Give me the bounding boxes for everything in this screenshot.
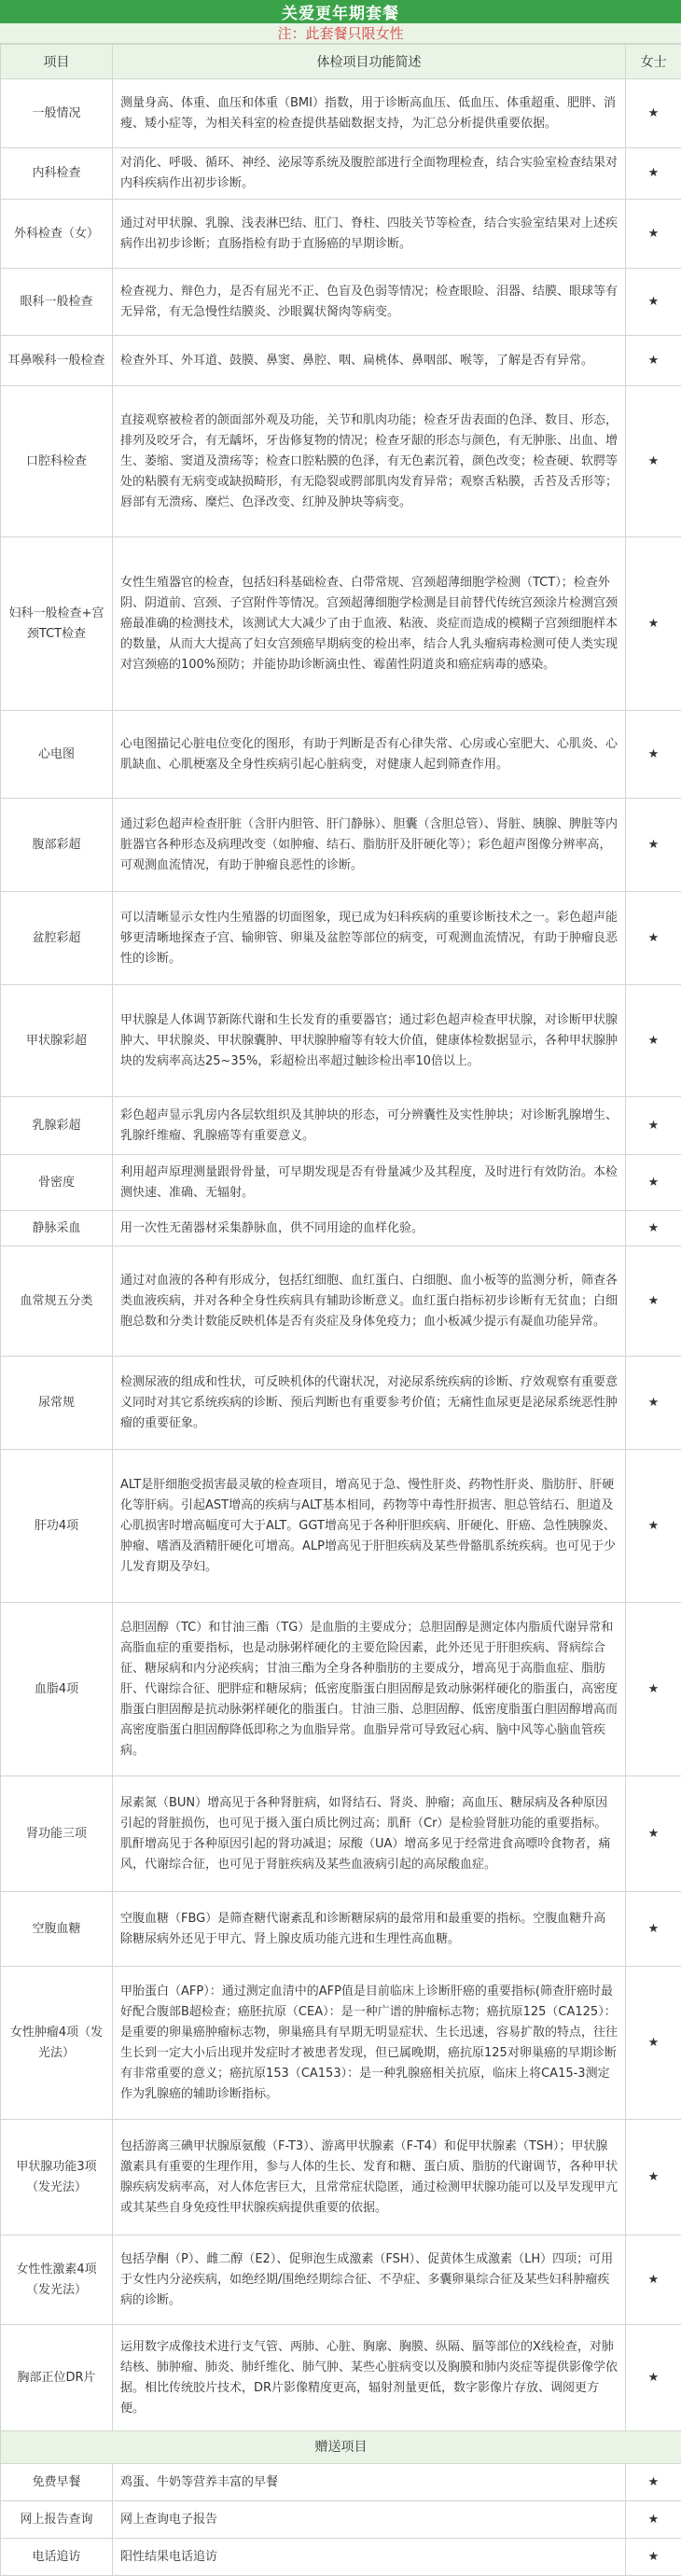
table-row xyxy=(1,200,681,269)
table-row xyxy=(1,2235,681,2325)
package-title: 关爱更年期套餐 xyxy=(0,0,681,23)
table-row xyxy=(1,2539,681,2576)
table-row xyxy=(1,1892,681,1967)
item-description: 总胆固醇（TC）和甘油三酯（TG）是血脂的主要成分；总胆固醇是测定体内脂质代谢异常和高脂血症的重要指标，也是动脉粥样硬化的主要危险因素，此外还见于肝胆疾病、肾病综合征、糖尿病和内分泌疾病；甘油三酯为全身各种脂肪的主要成分，增高见于高脂血症、脂肪肝、代谢综合征、肥胖症和糖尿病；低密度脂蛋白胆固醇是致动脉粥样硬化的脂蛋白，高密度脂蛋白胆固醇是抗动脉粥样硬化的脂蛋白。甘油三脂、总胆固醇、低密度脂蛋白胆固醇增高而高密度脂蛋白胆固醇降低即称之为血脂异常。血脂异常可导致冠心病、脑中风等心脑血管疾病。 xyxy=(113,1603,626,1776)
table-row xyxy=(1,1357,681,1450)
item-name: 盆腔彩超 xyxy=(1,892,113,985)
item-description: 包括游离三碘甲状腺原氨酸（F-T3）、游离甲状腺素（F-T4）和促甲状腺素（TSH）；甲状腺激素具有重要的生理作用，参与人体的生长、发育和糖、蛋白质、脂肪的代谢调节，各种甲状腺疾病发病率高，对人体危害巨大，且常常症状隐匿，通过检测甲状腺功能可以及早发现甲亢或其某些自身免疫性甲状腺疾病提供重要的依据。 xyxy=(113,2120,626,2235)
female-mark: ★ xyxy=(626,269,681,336)
item-name: 心电图 xyxy=(1,711,113,799)
item-name: 女性性激素4项（发光法） xyxy=(1,2235,113,2325)
item-name: 网上报告查询 xyxy=(1,2501,113,2539)
item-description: 空腹血糖（FBG）是筛查糖代谢紊乱和诊断糖尿病的最常用和最重要的指标。空腹血糖升高除糖尿病外还见于甲亢、肾上腺皮质功能亢进和生理性高血糖。 xyxy=(113,1892,626,1967)
table-row xyxy=(1,386,681,537)
item-description: 对消化、呼吸、循环、神经、泌尿等系统及腹腔部进行全面物理检查，结合实验室检查结果对内科疾病作出初步诊断。 xyxy=(113,148,626,200)
item-name: 甲状腺彩超 xyxy=(1,985,113,1097)
female-mark: ★ xyxy=(626,1155,681,1211)
item-description: 运用数字成像技术进行支气管、两肺、心脏、胸廓、胸膜、纵隔、膈等部位的X线检查，对肺结核、肺肿瘤、肺炎、肺纤维化、肺气肿、某些心脏病变以及胸膜和肺内炎症等提供影像学依据。相比传统胶片技术，DR片影像精度更高，辐射剂量更低，数字影像片存放、调阅更方便。 xyxy=(113,2325,626,2431)
item-name: 甲状腺功能3项（发光法） xyxy=(1,2120,113,2235)
table-row xyxy=(1,2501,681,2539)
item-name: 胸部正位DR片 xyxy=(1,2325,113,2431)
female-mark: ★ xyxy=(626,1776,681,1892)
item-name: 空腹血糖 xyxy=(1,1892,113,1967)
exam-rows xyxy=(1,79,681,2431)
item-description: 检测尿液的组成和性状，可反映机体的代谢状况，对泌尿系统疾病的诊断、疗效观察有重要意义同时对其它系统疾病的诊断、预后判断也有重要参考价值；无痛性血尿更是泌尿系统恶性肿瘤的重要征象。 xyxy=(113,1357,626,1450)
gift-header-row xyxy=(1,2431,681,2464)
item-description: 心电图描记心脏电位变化的图形，有助于判断是否有心律失常、心房或心室肥大、心肌炎、心肌缺血、心肌梗塞及全身性疾病引起心脏病变，对健康人起到筛查作用。 xyxy=(113,711,626,799)
item-name: 腹部彩超 xyxy=(1,799,113,892)
item-name: 耳鼻喉科一般检查 xyxy=(1,336,113,386)
exam-table xyxy=(0,44,681,2576)
table-row xyxy=(1,1097,681,1155)
female-mark: ★ xyxy=(626,2235,681,2325)
table-row xyxy=(1,1450,681,1603)
female-mark: ★ xyxy=(626,1246,681,1357)
item-description: 检查外耳、外耳道、鼓膜、鼻窦、鼻腔、咽、扁桃体、鼻咽部、喉等，了解是否有异常。 xyxy=(113,336,626,386)
item-name: 骨密度 xyxy=(1,1155,113,1211)
female-mark: ★ xyxy=(626,2120,681,2235)
item-description: 网上查询电子报告 xyxy=(113,2501,626,2539)
female-mark: ★ xyxy=(626,537,681,711)
item-name: 一般情况 xyxy=(1,79,113,148)
female-mark: ★ xyxy=(626,985,681,1097)
female-mark: ★ xyxy=(626,1357,681,1450)
table-header xyxy=(1,45,681,79)
table-row xyxy=(1,2325,681,2431)
item-description: 直接观察被检者的颌面部外观及功能，关节和肌肉功能；检查牙齿表面的色泽、数目、形态，排列及咬牙合，有无龋坏，牙齿修复物的情况；检查牙龈的形态与颜色，有无肿胀、出血、增生、萎缩、窦道及溃疡等；检查口腔粘膜的色泽，有无色素沉着，颜色改变；检查硬、软腭等处的粘膜有无病变或缺损畸形，有无隐裂或腭部肌肉发育异常；观察舌粘膜，舌苔及舌形等；唇部有无溃疡、糜烂、色泽改变、红肿及肿块等病变。 xyxy=(113,386,626,537)
female-mark: ★ xyxy=(626,386,681,537)
female-mark: ★ xyxy=(626,799,681,892)
table-row xyxy=(1,2120,681,2235)
item-name: 内科检查 xyxy=(1,148,113,200)
female-mark: ★ xyxy=(626,1892,681,1967)
item-name: 尿常规 xyxy=(1,1357,113,1450)
item-description: 鸡蛋、牛奶等营养丰富的早餐 xyxy=(113,2464,626,2501)
female-mark: ★ xyxy=(626,1450,681,1603)
item-name: 外科检查（女） xyxy=(1,200,113,269)
item-description: 利用超声原理测量跟骨骨量，可早期发现是否有骨量减少及其程度，及时进行有效防治。本检测快速、准确、无辐射。 xyxy=(113,1155,626,1211)
table-row xyxy=(1,2464,681,2501)
item-description: 甲胎蛋白（AFP）：通过测定血清中的AFP值是目前临床上诊断肝癌的重要指标(筛查肝癌时最好配合腹部B超检查；癌胚抗原（CEA）：是一种广谱的肿瘤标志物；癌抗原125（CA125）：是重要的卵巢癌肿瘤标志物，卵巢癌具有早期无明显症状、生长迅速，容易扩散的特点，往往生长到一定大小后出现并发症时才被患者发现，但已属晚期，癌抗原125对卵巢癌的早期诊断有非常重要的意义；癌抗原153（CA153）：是一种乳腺癌相关抗原，临床上将CA15-3测定作为乳腺癌的辅助诊断指标。 xyxy=(113,1967,626,2120)
item-name: 免费早餐 xyxy=(1,2464,113,2501)
table-row xyxy=(1,799,681,892)
item-description: 甲状腺是人体调节新陈代谢和生长发育的重要器官；通过彩色超声检查甲状腺，对诊断甲状腺肿大、甲状腺炎、甲状腺囊肿、甲状腺肿瘤等有较大价值，健康体检数据显示，各种甲状腺肿块的发病率高达25~35%，彩超检出率超过触诊检出率10倍以上。 xyxy=(113,985,626,1097)
item-name: 眼科一般检查 xyxy=(1,269,113,336)
item-name: 血脂4项 xyxy=(1,1603,113,1776)
item-description: 可以清晰显示女性内生殖器的切面图象，现已成为妇科疾病的重要诊断技术之一。彩色超声能够更清晰地探查子宫、输卵管、卵巢及盆腔等部位的病变，可观测血流情况，有助于肿瘤良恶性的诊断。 xyxy=(113,892,626,985)
female-mark: ★ xyxy=(626,200,681,269)
item-description: 女性生殖器官的检查，包括妇科基础检查、白带常规、宫颈超薄细胞学检测（TCT）；检查外阴、阴道前、宫颈、子宫附件等情况。宫颈超薄细胞学检测是目前替代传统宫颈涂片检测宫颈癌最准确的检测技术，该测试大大减少了由于血液、粘液、炎症而造成的模糊子宫颈细胞样本的数量，从而大大提高了妇女宫颈癌早期病变的检出率，结合人乳头瘤病毒检测可使人类实现对宫颈癌的100%预防；并能协助诊断滴虫性、霉菌性阴道炎和癌症病毒的感染。 xyxy=(113,537,626,711)
column-header-female: 女士 xyxy=(626,45,681,79)
table-row xyxy=(1,269,681,336)
table-row xyxy=(1,336,681,386)
table-row xyxy=(1,1246,681,1357)
table-row xyxy=(1,1155,681,1211)
female-mark: ★ xyxy=(626,1211,681,1246)
table-row xyxy=(1,1603,681,1776)
gift-rows xyxy=(1,2431,681,2576)
package-note: 注：此套餐只限女性 xyxy=(0,23,681,44)
item-name: 肝功4项 xyxy=(1,1450,113,1603)
table-row xyxy=(1,537,681,711)
table-row xyxy=(1,985,681,1097)
item-name: 肾功能三项 xyxy=(1,1776,113,1892)
female-mark: ★ xyxy=(626,2501,681,2539)
female-mark: ★ xyxy=(626,2325,681,2431)
female-mark: ★ xyxy=(626,1603,681,1776)
table-row xyxy=(1,79,681,148)
column-header-desc: 体检项目功能简述 xyxy=(113,45,626,79)
item-name: 妇科一般检查+宫颈TCT检查 xyxy=(1,537,113,711)
item-description: 用一次性无菌器材采集静脉血，供不同用途的血样化验。 xyxy=(113,1211,626,1246)
table-row xyxy=(1,1967,681,2120)
item-name: 血常规五分类 xyxy=(1,1246,113,1357)
item-name: 静脉采血 xyxy=(1,1211,113,1246)
female-mark: ★ xyxy=(626,2464,681,2501)
female-mark: ★ xyxy=(626,711,681,799)
gift-header: 赠送项目 xyxy=(1,2431,681,2464)
table-row xyxy=(1,711,681,799)
table-row xyxy=(1,148,681,200)
item-description: 尿素氮（BUN）增高见于各种肾脏病，如肾结石、肾炎、肿瘤；高血压、糖尿病及各种原因引起的肾脏损伤，也可见于摄入蛋白质比例过高；肌酐（Cr）是检验肾脏功能的重要指标。肌酐增高见于各种原因引起的肾功减退；尿酸（UA）增高多见于经常进食高嘌呤食物者，痛风，代谢综合征，也可见于肾脏疾病及某些血液病引起的高尿酸血症。 xyxy=(113,1776,626,1892)
female-mark: ★ xyxy=(626,2539,681,2576)
table-row xyxy=(1,1776,681,1892)
table-row xyxy=(1,1211,681,1246)
item-name: 乳腺彩超 xyxy=(1,1097,113,1155)
table-row xyxy=(1,892,681,985)
item-description: ALT是肝细胞受损害最灵敏的检查项目，增高见于急、慢性肝炎、药物性肝炎、脂肪肝、肝硬化等肝病。引起AST增高的疾病与ALT基本相同，药物等中毒性肝损害、胆总管结石、胆道及心肌损害时增高幅度可大于ALT。GGT增高见于各种肝胆疾病、肝硬化、肝癌、急性胰腺炎、肿瘤、嗜酒及酒精肝硬化可增高。ALP增高见于肝胆疾病及某些骨骼肌系统疾病。也可见于少儿发育期及孕妇。 xyxy=(113,1450,626,1603)
female-mark: ★ xyxy=(626,336,681,386)
item-description: 通过对甲状腺、乳腺、浅表淋巴结、肛门、脊柱、四肢关节等检查，结合实验室结果对上述疾病作出初步诊断；直肠指检有助于直肠癌的早期诊断。 xyxy=(113,200,626,269)
item-description: 通过对血液的各种有形成分，包括红细胞、血红蛋白、白细胞、血小板等的监测分析，筛查各类血液疾病，并对各种全身性疾病具有辅助诊断意义。血红蛋白指标初步诊断有无贫血；白细胞总数和分类计数能反映机体是否有炎症及身体免疫力；血小板减少提示有凝血功能异常。 xyxy=(113,1246,626,1357)
female-mark: ★ xyxy=(626,148,681,200)
female-mark: ★ xyxy=(626,79,681,148)
female-mark: ★ xyxy=(626,1097,681,1155)
item-description: 测量身高、体重、血压和体重（BMI）指数，用于诊断高血压、低血压、体重超重、肥胖、消瘦、矮小症等，为相关科室的检查提供基础数据支持，为汇总分析提供重要依据。 xyxy=(113,79,626,148)
item-description: 检查视力、辩色力，是否有屈光不正、色盲及色弱等情况；检查眼睑、泪器、结膜、眼球等有无异常，有无急慢性结膜炎、沙眼翼状胬肉等病变。 xyxy=(113,269,626,336)
female-mark: ★ xyxy=(626,892,681,985)
item-name: 女性肿瘤4项（发光法） xyxy=(1,1967,113,2120)
female-mark: ★ xyxy=(626,1967,681,2120)
column-header-item: 项目 xyxy=(1,45,113,79)
item-name: 口腔科检查 xyxy=(1,386,113,537)
item-description: 通过彩色超声检查肝脏（含肝内胆管、肝门静脉）、胆囊（含胆总管）、肾脏、胰腺、脾脏等内脏器官各种形态及病理改变（如肿瘤、结石、脂肪肝及肝硬化等）；彩色超声图像分辨率高，可观测血流情况，有助于肿瘤良恶性的诊断。 xyxy=(113,799,626,892)
item-description: 彩色超声显示乳房内各层软组织及其肿块的形态，可分辨囊性及实性肿块；对诊断乳腺增生、乳腺纤维瘤、乳腺癌等有重要意义。 xyxy=(113,1097,626,1155)
item-description: 包括孕酮（P）、雌二醇（E2）、促卵泡生成激素（FSH）、促黄体生成激素（LH）四项；可用于女性内分泌疾病，如绝经期/围绝经期综合征、不孕症、多囊卵巢综合征及某些妇科肿瘤疾病的诊断。 xyxy=(113,2235,626,2325)
item-name: 电话追访 xyxy=(1,2539,113,2576)
item-description: 阳性结果电话追访 xyxy=(113,2539,626,2576)
